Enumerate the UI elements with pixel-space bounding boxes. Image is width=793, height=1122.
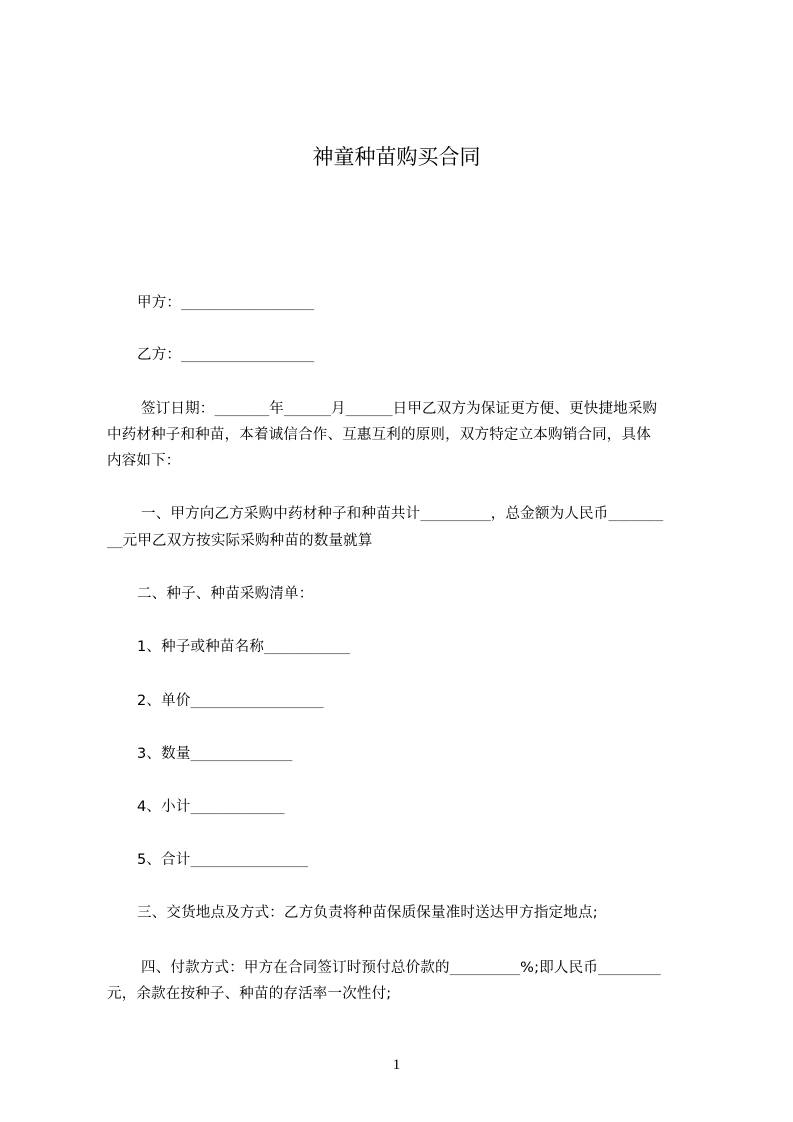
clause-4-line-1 <box>141 957 661 980</box>
clause-4-line-2: 元，余款在按种子、种苗的存活率一次性付; <box>107 986 392 1002</box>
item-unit-price-blank: _________________ <box>190 694 324 709</box>
item-total-blank: _______________ <box>190 853 308 868</box>
document-title: 神童种苗购买合同 <box>312 145 481 169</box>
item-total-label: 5、合计 <box>137 852 191 868</box>
amount-rmb-blank: _______ <box>608 507 664 522</box>
signing-year-blank: _______ <box>214 402 270 417</box>
preamble-line-3: 内容如下： <box>107 453 181 469</box>
prepay-amount-blank: ________ <box>598 961 661 976</box>
item-unit-price-label: 2、单价 <box>137 693 191 709</box>
preamble-line-1 <box>141 398 657 421</box>
party-a-line <box>137 292 314 315</box>
party-a-blank: _________________ <box>181 296 315 311</box>
clause-1-text-3: 元甲乙双方按实际采购种苗的数量就算 <box>122 533 373 549</box>
item-quantity-blank: _____________ <box>190 747 293 762</box>
list-item <box>137 636 350 659</box>
party-a-label: 甲方： <box>137 295 182 311</box>
clause-1-text-2: ，总金额为人民币 <box>490 506 609 522</box>
signing-month-blank: ______ <box>284 402 331 417</box>
list-item <box>137 743 292 766</box>
preamble-line-2: 中药材种子和种苗，本着诚信合作、互惠互利的原则，双方特定立本购销合同，具体 <box>107 427 651 443</box>
clause-4-text-2: %;即人民币 <box>520 960 599 976</box>
clause-1-text-1: 一、甲方向乙方采购中药材种子和种苗共计 <box>141 506 421 522</box>
item-subtotal-label: 4、小计 <box>137 799 191 815</box>
item-subtotal-blank: ____________ <box>190 800 285 815</box>
amount-rmb-blank-continued: __ <box>107 534 123 549</box>
party-b-line <box>137 344 314 367</box>
month-label: 月 <box>330 401 346 417</box>
clause-1-line-1 <box>141 503 663 526</box>
signing-day-blank: ______ <box>345 402 393 417</box>
preamble-text-1: 日甲乙双方为保证更方便、更快捷地采购 <box>392 401 658 417</box>
list-item <box>137 796 284 819</box>
prepay-percent-blank: _________ <box>449 961 521 976</box>
signing-date-label: 签订日期： <box>141 401 215 417</box>
clause-3-text: 三、交货地点及方式：乙方负责将种苗保质保量准时送达甲方指定地点; <box>137 905 598 921</box>
page-number: 1 <box>392 1057 401 1073</box>
clause-4-text-1: 四、付款方式：甲方在合同签订时预付总价款的 <box>141 960 450 976</box>
year-label: 年 <box>269 401 284 417</box>
item-quantity-label: 3、数量 <box>137 746 191 762</box>
list-item <box>137 849 308 872</box>
clause-1-line-2 <box>107 530 373 553</box>
quantity-total-blank: _________ <box>420 507 491 522</box>
party-b-blank: _________________ <box>181 348 315 363</box>
item-seed-name-blank: ___________ <box>264 640 351 655</box>
item-seed-name-label: 1、种子或种苗名称 <box>137 639 265 655</box>
clause-2-heading: 二、种子、种苗采购清单： <box>137 586 314 602</box>
party-b-label: 乙方： <box>137 347 182 363</box>
list-item <box>137 690 324 713</box>
